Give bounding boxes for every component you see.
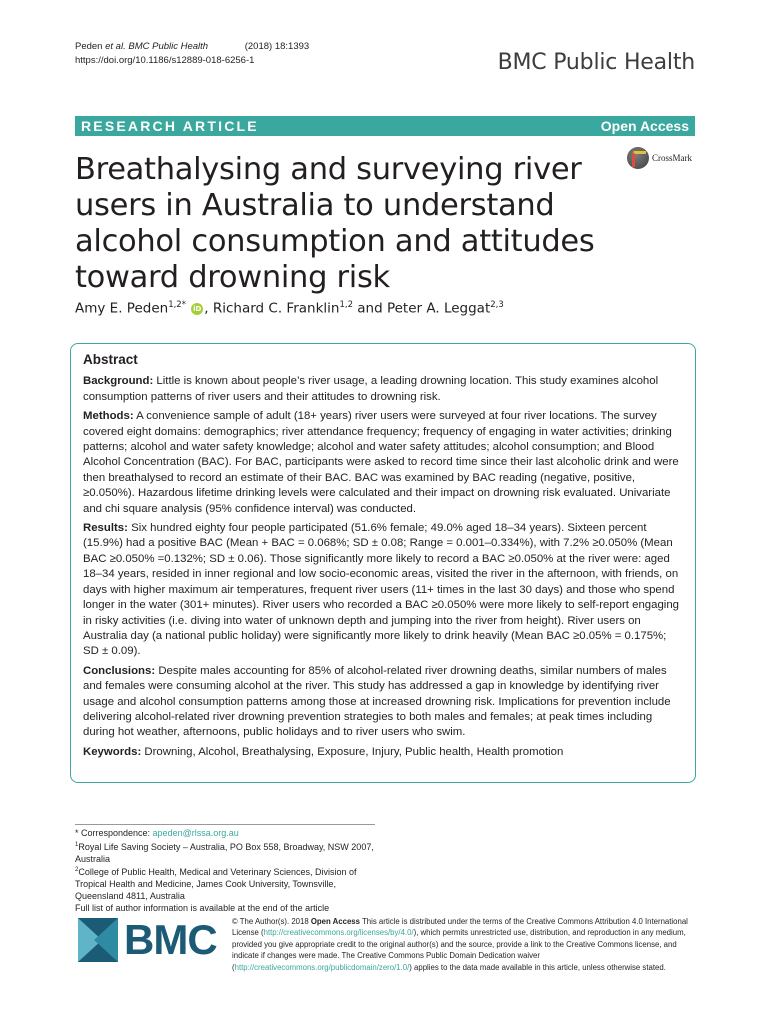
crossmark-icon <box>627 147 649 169</box>
abstract-keywords <box>83 745 683 760</box>
journal-brand[interactable]: BMC Public Health <box>497 50 695 75</box>
article-title: Breathalysing and surveying river users in Australia to understand alcohol consumption and attitudes toward drowning risk <box>75 152 595 295</box>
bmc-logo-text: BMC <box>124 916 217 963</box>
author-affiliation-sup: 1,2 <box>339 300 353 310</box>
crossmark-badge[interactable] <box>627 146 699 170</box>
affiliation-sup: 2 <box>75 867 79 874</box>
bmc-logo-icon <box>78 918 118 962</box>
license-part: ) applies to the data made available in this article, unless otherwise stated. <box>409 962 666 972</box>
abstract-heading: Abstract <box>83 352 138 367</box>
author-affiliation-sup: 2,3 <box>490 300 504 310</box>
author-info-note: Full list of author information is available at the end of the article <box>75 902 330 913</box>
section-label: Keywords: <box>83 745 142 758</box>
license-open-access: Open Access <box>310 917 360 926</box>
abstract-background <box>83 374 683 405</box>
correspondence-label: * Correspondence: <box>75 828 153 838</box>
author-name: , Richard C. Franklin <box>204 300 340 317</box>
affiliation-2 <box>75 865 375 902</box>
license-link[interactable]: http://creativecommons.org/licenses/by/4.0/ <box>263 928 414 938</box>
affiliation-text: Royal Life Saving Society – Australia, PO Box 558, Broadway, NSW 2007, Australia <box>75 841 374 864</box>
running-header <box>75 40 309 68</box>
section-text: Six hundred eighty four people participated (51.6% female; 49.0% aged 18–34 years). Sixteen percent (15.9%) had a positive BAC (Mean + BAC = 0.068%; SD ± 0.08; Range = 0.001–0.334%), with 7.2% ≥0.050% (Mean BAC ≥0.050% =0.132%; SD ± 0.06). Those significantly more likely to record a BAC ≥0.050% at the river were: aged 18–34 years, resided in inner regional and low socio-economic areas, visited the river in the afternoon, with friends, on days with higher maximum air temperatures, frequent river users (11+ times in the last 30 days) and those who spend longer in the water (301+ minutes). River users who recorded a BAC ≥0.050% were more likely to self-report engaging in risky activities (i.e. diving into water of unknown depth and jumping into the river from height). River users on Australia day (a national public holiday) were significantly more likely to drink heavily (Mean BAC ≥0.05% = 0.175%; SD ± 0.09). <box>83 522 680 658</box>
header-etal: et al. BMC Public Health <box>105 41 209 52</box>
header-author: Peden <box>75 41 103 52</box>
affiliation-sup: 1 <box>75 841 79 848</box>
abstract-methods <box>83 409 683 517</box>
author-affiliation-sup: 1,2* <box>168 300 186 310</box>
bmc-logo <box>78 915 218 965</box>
affiliation-text: College of Public Health, Medical and Veterinary Sciences, Division of Tropical Health and Medicine, James Cook University, Townsville, Queensland 4811, Australia <box>75 867 357 901</box>
section-label: Results: <box>83 522 128 535</box>
section-text: Little is known about people’s river usage, a leading drowning location. This study examines alcohol consumption patterns of river users and their attitudes to drowning risk. <box>83 375 659 403</box>
license-link[interactable]: http://creativecommons.org/publicdomain/zero/1.0/ <box>234 962 410 972</box>
article-type-band <box>75 116 695 136</box>
license-part: This article is distributed under the terms of the Creative Commons Attribution 4.0 International License ( <box>232 917 688 938</box>
section-label: Methods: <box>83 410 134 423</box>
license-text <box>232 916 702 973</box>
abstract-box <box>70 343 696 783</box>
author-name: and Peter A. Leggat <box>352 300 491 317</box>
footnotes <box>75 824 375 915</box>
section-label: Background: <box>83 375 154 388</box>
crossmark-label: CrossMark <box>652 153 692 163</box>
orcid-icon[interactable]: iD <box>193 304 202 313</box>
correspondence <box>75 828 375 840</box>
license-part: ), which permits unrestricted use, distribution, and reproduction in any medium, provided you give appropriate credit to the original author(s) and the source, provide a link to the Creative Commons license, and indicate if changes were made. The Creative Commons Public Domain Dedication waiver ( <box>232 928 686 972</box>
section-text: A convenience sample of adult (18+ years) river users were surveyed at four river locations. The survey covered eight domains: demographics; river attendance frequency; frequency of engaging in water activities; drinking patterns; alcohol and water safety knowledge; alcohol and water safety attitudes; alcohol consumption; and Blood Alcohol Concentration (BAC). For BAC, participants were asked to record time since their last alcoholic drink and were then breathalysed to record an estimate of their BAC. BAC was examined by BAC reading (negative, positive, ≥0.050%). Hazardous lifetime drinking levels were calculated and their impact on drowning risk evaluated. Univariate and chi square analysis (95% confidence interval) was conducted. <box>83 410 679 515</box>
section-label: Conclusions: <box>83 664 156 677</box>
author-name: Amy E. Peden <box>75 300 169 317</box>
affiliation-1 <box>75 840 375 866</box>
section-text: Despite males accounting for 85% of alcohol-related river drowning deaths, similar numbers of males and females were consuming alcohol at the river. This study has addressed a gap in knowledge by identifying river usage and alcohol consumption patterns among those at increased drowning risk. Implications for prevention include delivering alcohol-related river drowning prevention strategies to both males and females; at peak times including during hot weather, afternoons, public holidays and to river users who swim. <box>83 664 671 739</box>
correspondence-email[interactable]: apeden@rlssa.org.au <box>152 828 239 838</box>
author-list <box>75 300 504 317</box>
abstract-results <box>83 521 683 660</box>
header-journal-ref: (2018) 18:1393 <box>244 41 310 52</box>
license-part: © The Author(s). 2018 <box>232 917 311 926</box>
article-type-label: RESEARCH ARTICLE <box>81 118 259 134</box>
open-access-label[interactable]: Open Access <box>600 118 689 134</box>
abstract-conclusions <box>83 664 683 741</box>
header-doi[interactable]: https://doi.org/10.1186/s12889-018-6256-1 <box>75 55 255 66</box>
section-text: Drowning, Alcohol, Breathalysing, Exposure, Injury, Public health, Health promotion <box>141 745 564 758</box>
